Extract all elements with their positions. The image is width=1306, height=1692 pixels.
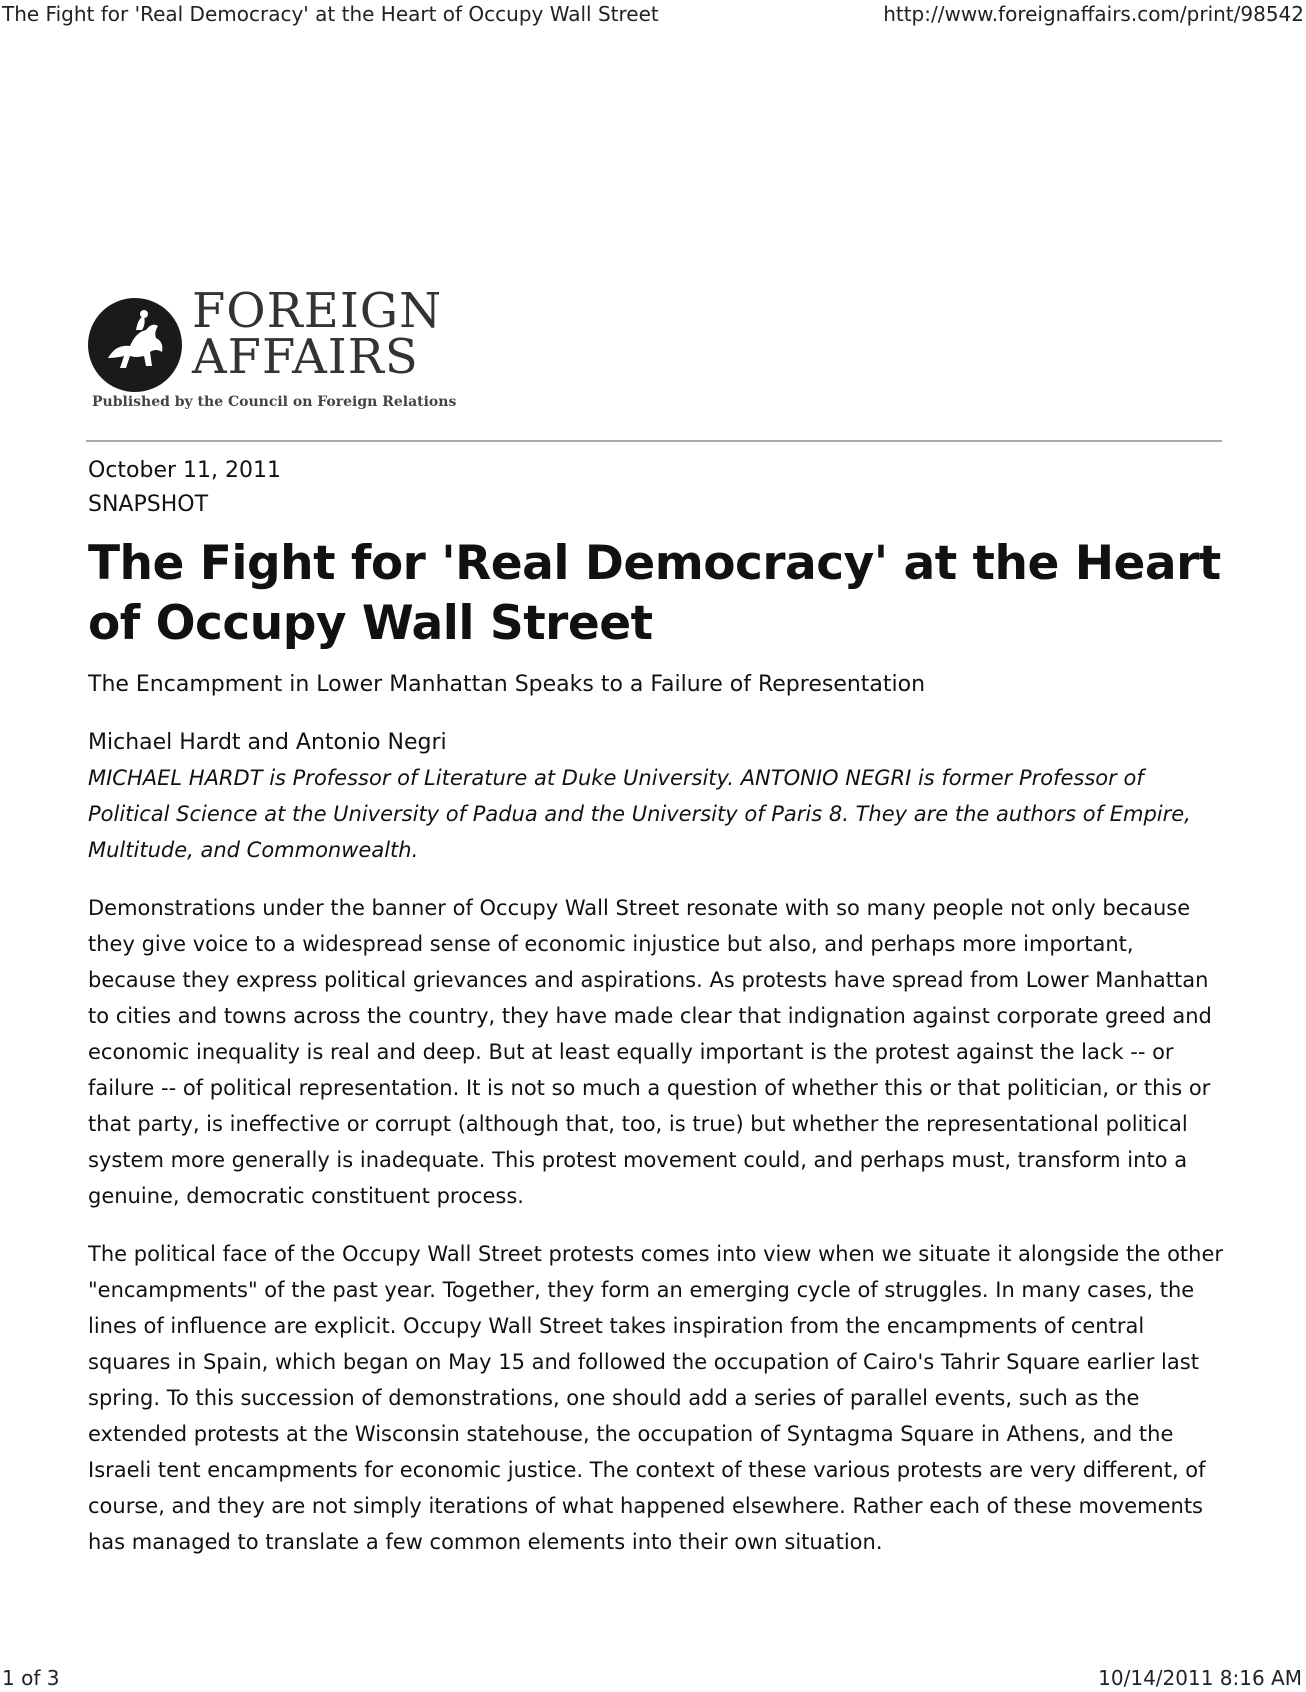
article-paragraph: The political face of the Occupy Wall Street protests comes into view when we situate it alongside the other "encampments" of the past year. Together, they form an emerging cycle of struggles. In many cases, the lines of influence are explicit. Occupy Wall Street takes inspiration from the encampments of central squares in Spain, which began on May 15 and followed the occupation of Cairo's Tahrir Square earlier last spring. To this succession of demonstrations, one should add a series of parallel events, such as the extended protests at the Wisconsin statehouse, the occupation of Syntagma Square in Athens, and the Israeli tent encampments for economic justice. The context of these various protests are very different, of course, and they are not simply iterations of what happened elsewhere. Rather each of these movements has managed to translate a few common elements into their own situation. [88, 1242, 1224, 1554]
browser-url: http://www.foreignaffairs.com/print/98542 [883, 2, 1304, 26]
header-divider [86, 440, 1222, 442]
logo-wordmark: FOREIGN AFFAIRS [192, 283, 443, 385]
page-count: 1 of 3 [2, 1666, 60, 1690]
foreign-affairs-logo [86, 283, 457, 418]
article-section: SNAPSHOT [88, 492, 209, 517]
author-bio: MICHAEL HARDT is Professor of Literature at Duke University. ANTONIO NEGRI is former Professor of Political Science at the University of Padua and the University of Paris 8. They are the authors of Empire, Multitude, and Commonwealth. [88, 766, 1191, 862]
horseman-emblem-icon [86, 296, 184, 394]
article-paragraph: Demonstrations under the banner of Occupy Wall Street resonate with so many people not only because they give voice to a widespread sense of economic injustice but also, and perhaps more important, because they express political grievances and aspirations. As protests have spread from Lower Manhattan to cities and towns across the country, they have made clear that indignation against corporate greed and economic inequality is real and deep. But at least equally important is the protest against the lack -- or failure -- of political representation. It is not so much a question of whether this or that politician, or this or that party, is ineffective or corrupt (although that, too, is true) but whether the representational political system more generally is inadequate. This protest movement could, and perhaps must, transform into a genuine, democratic constituent process. [88, 896, 1212, 1208]
article-authors: Michael Hardt and Antonio Negri [88, 730, 447, 755]
article-date: October 11, 2011 [88, 458, 282, 483]
article-subtitle: The Encampment in Lower Manhattan Speaks to a Failure of Representation [88, 672, 926, 697]
logo-tagline: Published by the Council on Foreign Relations [92, 394, 457, 410]
print-timestamp: 10/14/2011 8:16 AM [1098, 1666, 1302, 1690]
article-title: The Fight for 'Real Democracy' at the Heart of Occupy Wall Street [88, 536, 1221, 651]
browser-page-title: The Fight for 'Real Democracy' at the Heart of Occupy Wall Street [2, 2, 659, 26]
article [88, 454, 1228, 1560]
